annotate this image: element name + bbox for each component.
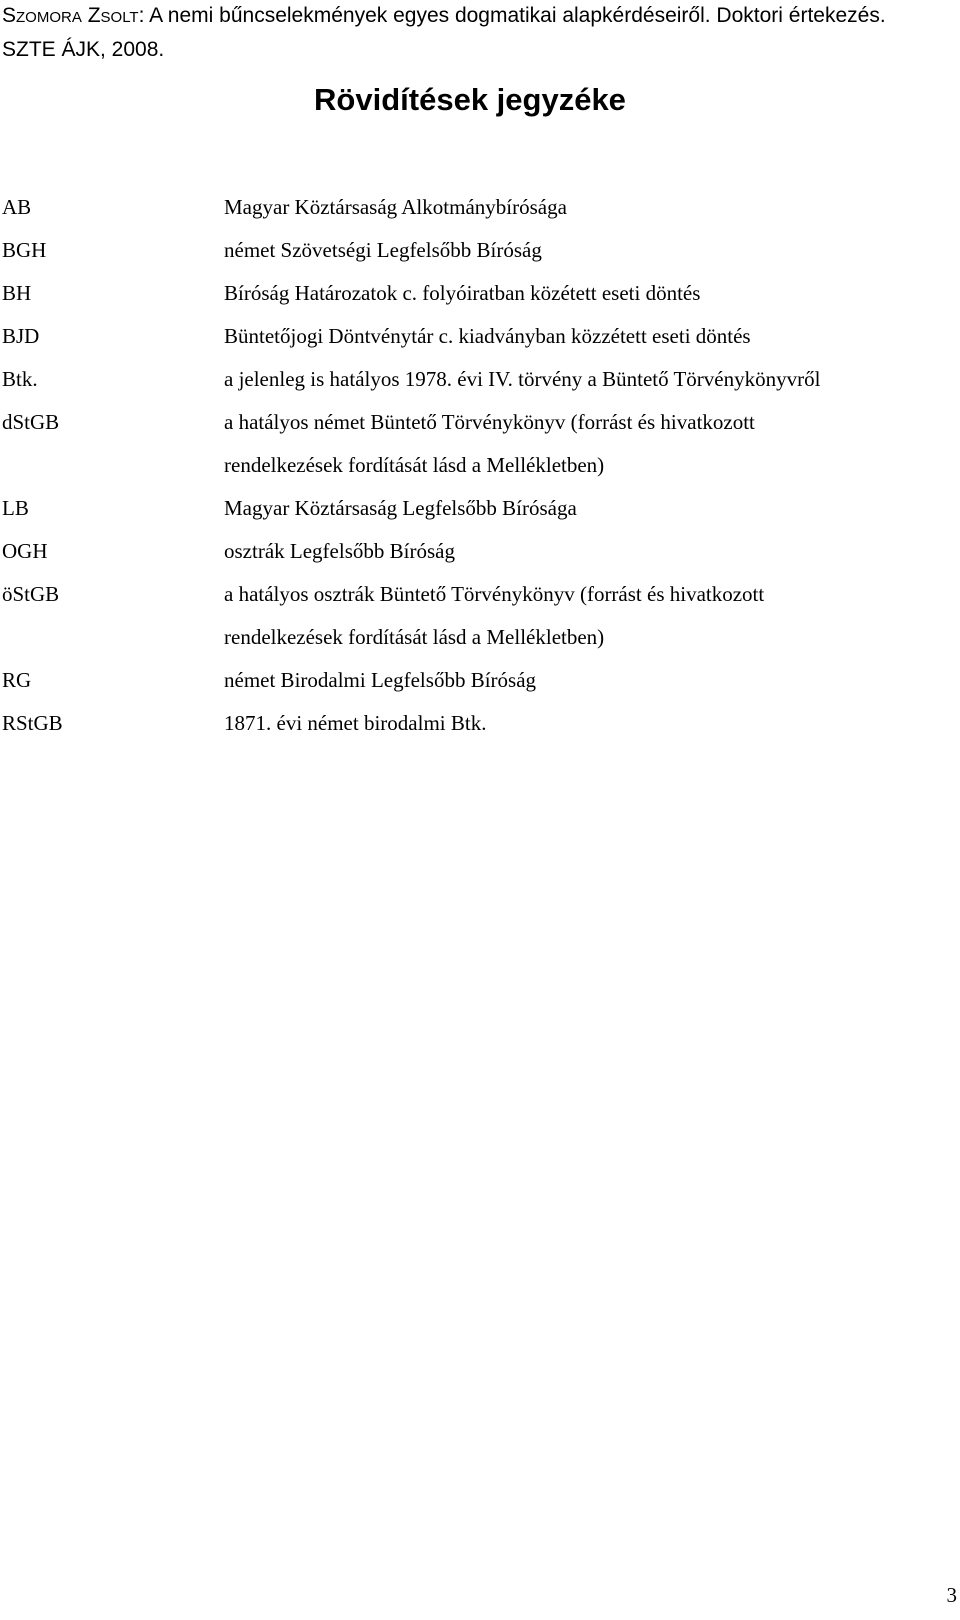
abbreviation-row [2, 229, 932, 272]
abbreviation-row [2, 358, 932, 401]
definition-line: német Birodalmi Legfelsőbb Bíróság [224, 668, 537, 692]
abbreviation-definition [224, 530, 932, 573]
definition-line: a hatályos osztrák Büntető Törvénykönyv (forrást és hivatkozott [224, 582, 765, 606]
abbreviation-row [2, 702, 932, 745]
definition-line: Magyar Köztársaság Alkotmánybírósága [224, 195, 567, 219]
abbreviation-row [2, 573, 932, 659]
abbreviation-term: RG [2, 668, 32, 692]
abbreviation-term: Btk. [2, 367, 38, 391]
abbreviation-term: LB [2, 496, 29, 520]
abbreviation-definition [224, 401, 932, 487]
abbreviation-definition [224, 229, 932, 272]
abbreviation-row [2, 659, 932, 702]
abbreviation-term: BJD [2, 324, 40, 348]
header-text: : A nemi bűncselekmények egyes dogmatikai alapkérdéseiről. Doktori értekezés. SZTE ÁJK, 2008. [2, 4, 886, 61]
abbreviation-row [2, 315, 932, 358]
abbreviation-row [2, 530, 932, 573]
definition-line: német Szövetségi Legfelsőbb Bíróság [224, 238, 542, 262]
abbreviation-row [2, 487, 932, 530]
abbreviation-definition [224, 659, 932, 702]
author-initial-1: S [2, 4, 17, 27]
abbreviation-definition [224, 186, 932, 229]
abbreviation-list [2, 186, 932, 745]
definition-line: Bíróság Határozatok c. folyóiratban közétett eseti döntés [224, 281, 701, 305]
author-name-rest-2: SOLT [100, 9, 139, 26]
abbreviation-definition [224, 702, 932, 745]
definition-line: osztrák Legfelsőbb Bíróság [224, 539, 455, 563]
definition-line: Büntetőjogi Döntvénytár c. kiadványban közzétett eseti döntés [224, 324, 751, 348]
definition-line: 1871. évi német birodalmi Btk. [224, 711, 487, 735]
abbreviation-row [2, 186, 932, 229]
abbreviation-row [2, 401, 932, 487]
page-number: 3 [946, 1583, 957, 1607]
abbreviation-definition [224, 487, 932, 530]
abbreviation-term: AB [2, 195, 32, 219]
abbreviation-term: RStGB [2, 711, 63, 735]
abbreviation-term: BH [2, 281, 32, 305]
author-initial-2: Z [87, 4, 101, 27]
definition-line: Magyar Köztársaság Legfelsőbb Bírósága [224, 496, 577, 520]
definition-line: a jelenleg is hatályos 1978. évi IV. törvény a Büntető Törvénykönyvről [224, 367, 821, 391]
page-title: Rövidítések jegyzéke [314, 82, 626, 117]
abbreviation-term: OGH [2, 539, 48, 563]
definition-line: rendelkezések fordítását lásd a Mellékletben) [224, 625, 605, 649]
abbreviation-definition [224, 358, 932, 401]
abbreviation-row [2, 272, 932, 315]
abbreviation-term: öStGB [2, 582, 60, 606]
abbreviation-definition [224, 573, 932, 659]
definition-line: rendelkezések fordítását lásd a Mellékletben) [224, 453, 605, 477]
abbreviation-term: dStGB [2, 410, 60, 434]
abbreviation-term: BGH [2, 238, 47, 262]
running-header [2, 0, 942, 66]
definition-line: a hatályos német Büntető Törvénykönyv (forrást és hivatkozott [224, 410, 755, 434]
author-name-rest-1: ZOMORA [16, 9, 82, 26]
abbreviation-definition [224, 315, 932, 358]
abbreviation-definition [224, 272, 932, 315]
